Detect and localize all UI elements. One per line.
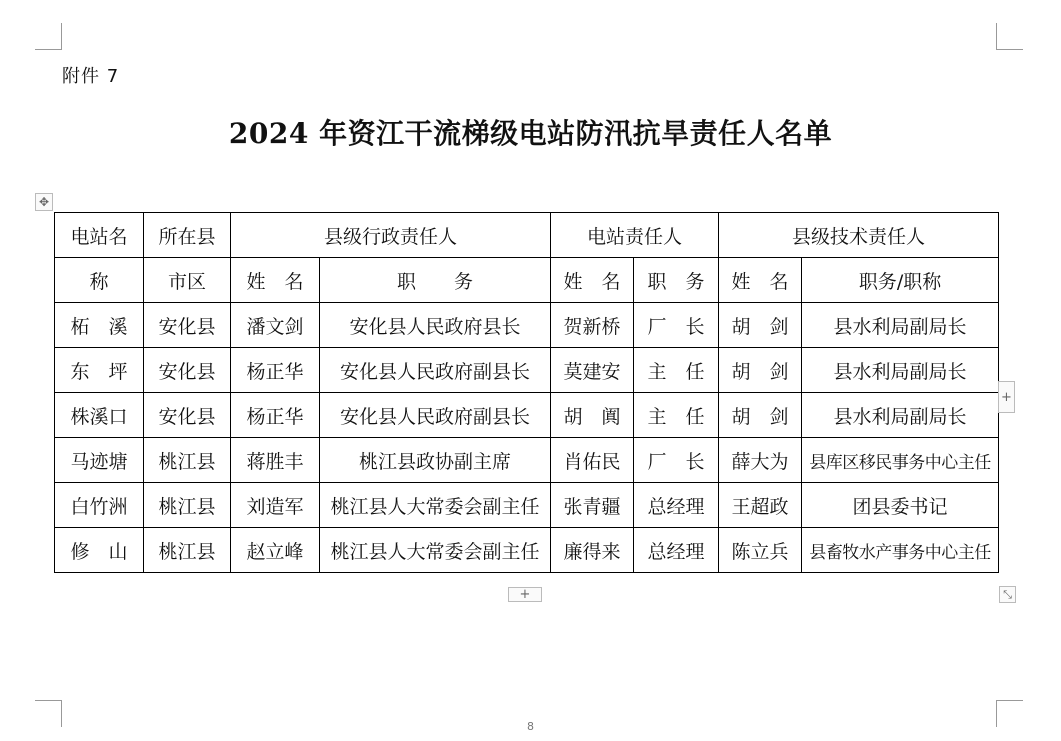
station-cell: 柘 溪	[55, 303, 144, 348]
county-cell: 安化县	[144, 348, 231, 393]
page-corner-mark-top-left	[35, 23, 62, 50]
station-duty-cell: 主 任	[634, 348, 719, 393]
admin-name-cell: 赵立峰	[231, 528, 320, 573]
station-name-cell: 贺新桥	[551, 303, 634, 348]
table-row	[55, 483, 999, 528]
header-admin-group: 县级行政责任人	[231, 213, 551, 258]
station-cell: 株溪口	[55, 393, 144, 438]
tech-duty-cell: 县水利局副局长	[802, 348, 999, 393]
header-station: 电站名	[55, 213, 144, 258]
admin-name-cell: 杨正华	[231, 348, 320, 393]
tech-name-cell: 胡 剑	[719, 303, 802, 348]
table-row	[55, 303, 999, 348]
header-admin-name: 姓 名	[231, 258, 320, 303]
county-cell: 桃江县	[144, 483, 231, 528]
admin-duty-cell: 安化县人民政府县长	[320, 303, 551, 348]
county-cell: 安化县	[144, 303, 231, 348]
station-name-cell: 张青疆	[551, 483, 634, 528]
station-cell: 东 坪	[55, 348, 144, 393]
header-station-duty: 职 务	[634, 258, 719, 303]
station-duty-cell: 厂 长	[634, 303, 719, 348]
tech-duty-cell: 县水利局副局长	[802, 393, 999, 438]
station-name-cell: 肖佑民	[551, 438, 634, 483]
station-name-cell: 莫建安	[551, 348, 634, 393]
station-duty-cell: 主 任	[634, 393, 719, 438]
station-name-cell: 胡 阗	[551, 393, 634, 438]
document-title: 2024 年资江干流梯级电站防汛抗旱责任人名单	[228, 117, 833, 150]
tech-name-cell: 薛大为	[719, 438, 802, 483]
page-number: 8	[527, 720, 534, 733]
station-duty-cell: 总经理	[634, 483, 719, 528]
station-duty-cell: 厂 长	[634, 438, 719, 483]
header-admin-duty: 职 务	[320, 258, 551, 303]
header-station-cont: 称	[55, 258, 144, 303]
admin-duty-cell: 安化县人民政府副县长	[320, 393, 551, 438]
attachment-label: 附件 7	[62, 66, 120, 87]
tech-duty-cell: 团县委书记	[802, 483, 999, 528]
table-move-handle[interactable]	[35, 193, 53, 211]
admin-name-cell: 刘造军	[231, 483, 320, 528]
admin-name-cell: 杨正华	[231, 393, 320, 438]
admin-duty-cell: 桃江县人大常委会副主任	[320, 528, 551, 573]
table-row	[55, 528, 999, 573]
admin-name-cell: 潘文剑	[231, 303, 320, 348]
station-duty-cell: 总经理	[634, 528, 719, 573]
county-cell: 桃江县	[144, 438, 231, 483]
station-cell: 修 山	[55, 528, 144, 573]
header-station-name: 姓 名	[551, 258, 634, 303]
admin-duty-cell: 桃江县政协副主席	[320, 438, 551, 483]
tech-name-cell: 胡 剑	[719, 393, 802, 438]
admin-duty-cell: 安化县人民政府副县长	[320, 348, 551, 393]
add-row-button[interactable]	[508, 587, 542, 602]
responsibility-table	[54, 212, 999, 573]
admin-name-cell: 蒋胜丰	[231, 438, 320, 483]
header-tech-duty: 职务/职称	[802, 258, 999, 303]
tech-name-cell: 胡 剑	[719, 348, 802, 393]
plus-icon: +	[519, 587, 531, 602]
tech-duty-cell: 县水利局副局长	[802, 303, 999, 348]
table-resize-handle[interactable]	[999, 586, 1016, 603]
table-subheader-row	[55, 258, 999, 303]
admin-duty-cell: 桃江县人大常委会副主任	[320, 483, 551, 528]
station-cell: 马迹塘	[55, 438, 144, 483]
tech-name-cell: 陈立兵	[719, 528, 802, 573]
table-row	[55, 438, 999, 483]
header-tech-name: 姓 名	[719, 258, 802, 303]
table-header-row	[55, 213, 999, 258]
header-county: 所在县	[144, 213, 231, 258]
table-row	[55, 393, 999, 438]
tech-duty-cell: 县库区移民事务中心主任	[802, 438, 999, 483]
add-column-button[interactable]	[998, 381, 1015, 413]
table-row	[55, 348, 999, 393]
station-name-cell: 廉得来	[551, 528, 634, 573]
resize-diagonal-icon: ⤡	[1003, 588, 1012, 601]
county-cell: 桃江县	[144, 528, 231, 573]
header-county-cont: 市区	[144, 258, 231, 303]
move-arrows-icon: ✥	[38, 195, 50, 209]
station-cell: 白竹洲	[55, 483, 144, 528]
tech-name-cell: 王超政	[719, 483, 802, 528]
plus-icon: +	[1001, 389, 1012, 405]
county-cell: 安化县	[144, 393, 231, 438]
tech-duty-cell: 县畜牧水产事务中心主任	[802, 528, 999, 573]
header-station-group: 电站责任人	[551, 213, 719, 258]
header-tech-group: 县级技术责任人	[719, 213, 999, 258]
page-corner-mark-top-right	[996, 23, 1023, 50]
